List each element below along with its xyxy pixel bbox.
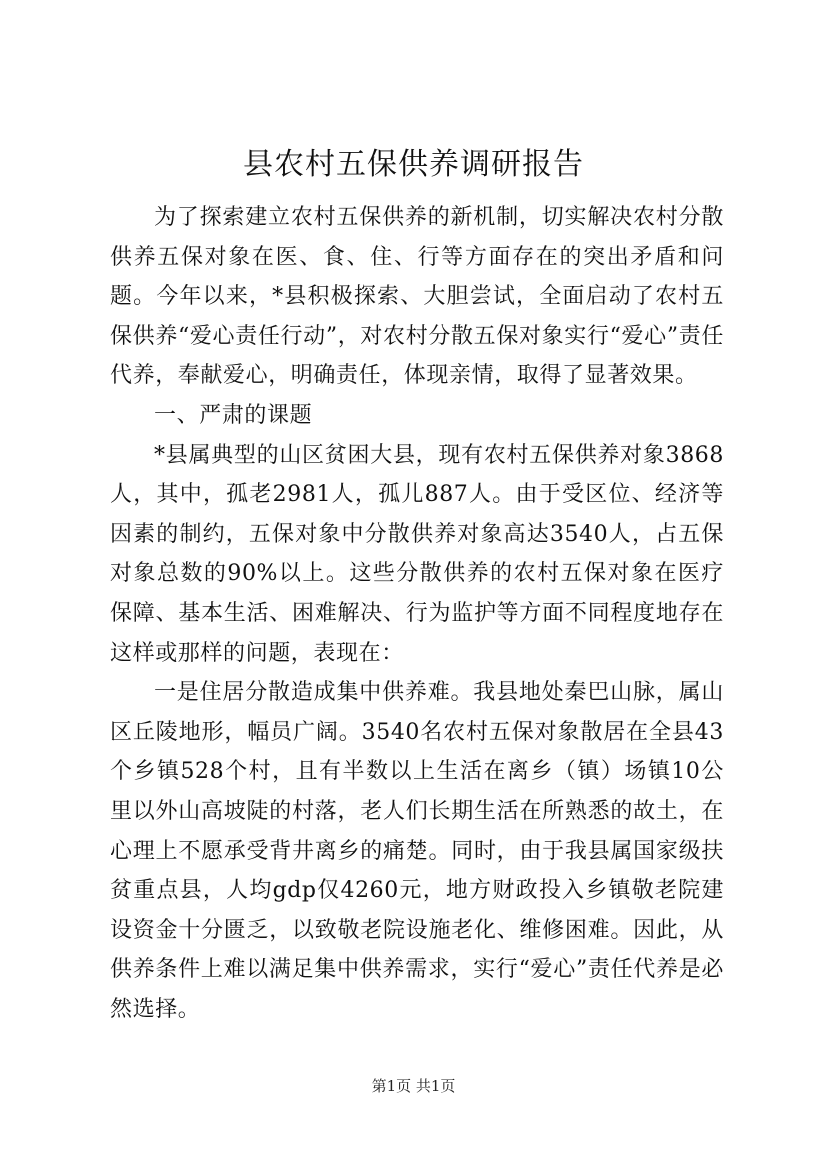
paragraph-issue-one: 一是住居分散造成集中供养难。我县地处秦巴山脉，属山区丘陵地形，幅员广阔。3540名农村五保对象散居在全县43个乡镇528个村，且有半数以上生活在离乡（镇）场镇10公里以外山高坡陡的村落，老人们长期生活在所熟悉的故土，在心理上不愿承受背井离乡的痛楚。同时，由于我县属国家级扶贫重点县，人均gdp仅4260元，地方财政投入乡镇敬老院建设资金十分匮乏，以致敬老院设施老化、维修困难。因此，从供养条件上难以满足集中供养需求，实行“爱心”责任代养是必然选择。 [110, 680, 724, 1022]
paragraph-intro: 为了探索建立农村五保供养的新机制，切实解决农村分散供养五保对象在医、食、住、行等方面存在的突出矛盾和问题。今年以来，*县积极探索、大胆尝试，全面启动了农村五保供养“爱心责任行动”，对农村分散五保对象实行“爱心”责任代养，奉献爱心，明确责任，体现亲情，取得了显著效果。 [110, 205, 724, 389]
document-body [110, 198, 724, 1029]
paragraph-overview: *县属典型的山区贫困大县，现有农村五保供养对象3868人，其中，孤老2981人，孤儿887人。由于受区位、经济等因素的制约，五保对象中分散供养对象高达3540人，占五保对象总数的90%以上。这些分散供养的农村五保对象在医疗保障、基本生活、困难解决、行为监护等方面不同程度地存在这样或那样的问题，表现在： [110, 442, 724, 666]
section-heading: 一、严肃的课题 [154, 402, 313, 428]
page-footer: 第1页 共1页 [371, 1077, 456, 1095]
document-title: 县农村五保供养调研报告 [243, 147, 584, 182]
